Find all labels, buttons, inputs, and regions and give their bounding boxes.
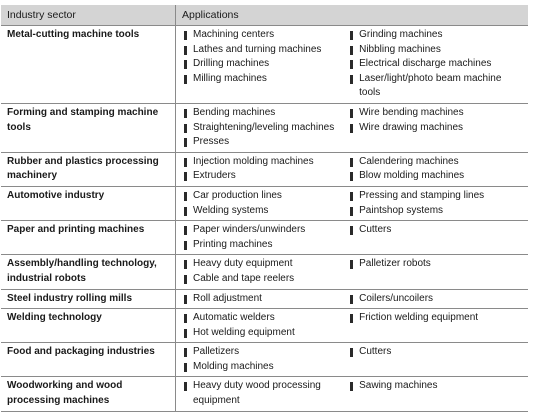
application-label: Grinding machines (359, 29, 443, 40)
application-item (350, 72, 522, 101)
application-item (184, 345, 350, 360)
application-item (350, 121, 522, 136)
header-applications: Applications (176, 5, 529, 26)
bullet-bar-icon (184, 260, 187, 269)
application-item (184, 28, 350, 43)
application-item (184, 57, 350, 72)
application-item (350, 106, 522, 121)
applications-cell (176, 103, 529, 152)
application-item (184, 155, 350, 170)
application-label: Straightening/leveling machines (193, 121, 335, 133)
bullet-bar-icon (350, 295, 353, 304)
bullet-bar-icon (350, 158, 353, 167)
bullet-bar-icon (184, 109, 187, 118)
bullet-bar-icon (184, 329, 187, 338)
applications-columns (184, 292, 522, 307)
bullet-bar-icon (350, 109, 353, 118)
table-row (1, 152, 528, 186)
application-item (184, 311, 350, 326)
application-label: Coilers/uncoilers (359, 292, 434, 304)
application-label: Calendering machines (359, 155, 459, 167)
applications-column-left (184, 292, 350, 307)
application-label: Heavy duty wood processing equipment (193, 380, 321, 407)
table-row (1, 343, 528, 377)
applications-column-left (184, 155, 350, 184)
application-item (350, 292, 522, 307)
application-label: Nibbling machines (359, 43, 441, 55)
bullet-bar-icon (184, 241, 187, 250)
bullet-bar-icon (184, 60, 187, 69)
application-label: Wire bending machines (359, 106, 464, 118)
application-item (184, 43, 350, 58)
applications-column-right (350, 345, 522, 374)
application-item (184, 292, 350, 307)
applications-columns (184, 106, 522, 150)
applications-column-right (350, 28, 522, 101)
application-item (184, 106, 350, 121)
application-item (184, 360, 350, 375)
applications-columns (184, 257, 522, 286)
application-label: Wire drawing machines (359, 121, 464, 133)
bullet-bar-icon (184, 382, 187, 391)
industry-sector-cell: Woodworking and wood processing machines (1, 377, 176, 411)
application-label: Presses (193, 136, 230, 148)
bullet-bar-icon (350, 124, 353, 133)
applications-column-right (350, 311, 522, 340)
application-label: Injection molding machines (193, 155, 314, 167)
application-label: Hot welding equipment (193, 326, 295, 338)
industry-applications-table (1, 5, 528, 412)
application-item (184, 169, 350, 184)
application-label: Friction welding equipment (359, 312, 479, 324)
applications-column-right (350, 189, 522, 218)
industry-sector-cell: Food and packaging industries (1, 343, 176, 377)
application-label: Blow molding machines (359, 170, 465, 182)
bullet-bar-icon (350, 314, 353, 323)
applications-column-left (184, 311, 350, 340)
bullet-bar-icon (184, 172, 187, 181)
application-item (350, 379, 522, 394)
applications-column-left (184, 106, 350, 150)
applications-cell (176, 255, 529, 289)
bullet-bar-icon (350, 382, 353, 391)
table-row (1, 309, 528, 343)
application-item (184, 379, 350, 408)
applications-column-right (350, 155, 522, 184)
application-label: Milling machines (193, 72, 267, 84)
application-label: Bending machines (193, 106, 276, 118)
applications-cell (176, 289, 529, 309)
application-label: Lathes and turning machines (193, 43, 322, 55)
applications-columns (184, 189, 522, 218)
industry-sector-cell: Steel industry rolling mills (1, 289, 176, 309)
industry-sector-cell: Forming and stamping machine tools (1, 103, 176, 152)
application-label: Extruders (193, 170, 236, 182)
bullet-bar-icon (350, 75, 353, 84)
bullet-bar-icon (350, 172, 353, 181)
application-item (184, 272, 350, 287)
application-item (184, 238, 350, 253)
application-label: Palletizers (193, 346, 240, 358)
bullet-bar-icon (184, 138, 187, 147)
application-item (184, 72, 350, 87)
applications-column-right (350, 257, 522, 286)
application-item (350, 311, 522, 326)
bullet-bar-icon (184, 158, 187, 167)
application-label: Paper winders/unwinders (193, 224, 306, 236)
application-item (184, 257, 350, 272)
header-industry-sector: Industry sector (1, 5, 176, 26)
bullet-bar-icon (184, 192, 187, 201)
applications-column-right (350, 223, 522, 252)
bullet-bar-icon (184, 207, 187, 216)
application-label: Paintshop systems (359, 204, 444, 216)
bullet-bar-icon (184, 31, 187, 40)
application-label: Electrical discharge machines (359, 58, 492, 70)
application-label: Welding systems (193, 204, 269, 216)
applications-column-right (350, 106, 522, 150)
applications-cell (176, 186, 529, 220)
application-item (350, 345, 522, 360)
bullet-bar-icon (184, 295, 187, 304)
applications-column-left (184, 28, 350, 101)
application-label: Cutters (359, 346, 392, 358)
bullet-bar-icon (350, 46, 353, 55)
applications-cell (176, 309, 529, 343)
application-label: Pressing and stamping lines (359, 189, 485, 201)
application-item (184, 121, 350, 136)
applications-columns (184, 155, 522, 184)
application-item (350, 169, 522, 184)
table-row (1, 221, 528, 255)
application-item (184, 326, 350, 341)
industry-sector-cell: Paper and printing machines (1, 221, 176, 255)
applications-cell (176, 221, 529, 255)
application-item (184, 135, 350, 150)
bullet-bar-icon (350, 226, 353, 235)
application-item (184, 204, 350, 219)
application-label: Cable and tape reelers (193, 272, 295, 284)
bullet-bar-icon (184, 314, 187, 323)
application-label: Molding machines (193, 360, 274, 372)
applications-column-left (184, 379, 350, 408)
application-item (184, 223, 350, 238)
application-item (350, 257, 522, 272)
bullet-bar-icon (184, 124, 187, 133)
bullet-bar-icon (350, 260, 353, 269)
application-label: Sawing machines (359, 380, 438, 392)
application-label: Cutters (359, 224, 392, 236)
application-item (184, 189, 350, 204)
application-label: Heavy duty equipment (193, 258, 293, 270)
application-label: Printing machines (193, 238, 273, 250)
application-item (350, 189, 522, 204)
applications-column-right (350, 379, 522, 408)
bullet-bar-icon (184, 46, 187, 55)
application-label: Drilling machines (193, 58, 270, 70)
table-header-row (1, 5, 528, 26)
applications-cell (176, 377, 529, 411)
applications-cell (176, 26, 529, 104)
application-label: Laser/light/photo beam machine tools (359, 72, 502, 99)
bullet-bar-icon (184, 348, 187, 357)
application-item (350, 155, 522, 170)
industry-sector-cell: Automotive industry (1, 186, 176, 220)
bullet-bar-icon (350, 192, 353, 201)
application-item (350, 57, 522, 72)
application-item (350, 28, 522, 43)
bullet-bar-icon (184, 363, 187, 372)
bullet-bar-icon (184, 226, 187, 235)
applications-columns (184, 311, 522, 340)
industry-sector-cell: Rubber and plastics processing machinery (1, 152, 176, 186)
applications-column-right (350, 292, 522, 307)
bullet-bar-icon (350, 31, 353, 40)
applications-cell (176, 343, 529, 377)
bullet-bar-icon (350, 60, 353, 69)
application-item (350, 204, 522, 219)
table-body (1, 26, 528, 412)
applications-column-left (184, 345, 350, 374)
applications-columns (184, 28, 522, 101)
applications-columns (184, 379, 522, 408)
applications-columns (184, 345, 522, 374)
table-row (1, 289, 528, 309)
application-label: Automatic welders (193, 312, 275, 324)
applications-columns (184, 223, 522, 252)
table-row (1, 377, 528, 411)
table-row (1, 26, 528, 104)
industry-sector-cell: Assembly/handling technology, industrial robots (1, 255, 176, 289)
industry-sector-cell: Welding technology (1, 309, 176, 343)
applications-column-left (184, 223, 350, 252)
table-row (1, 103, 528, 152)
bullet-bar-icon (350, 348, 353, 357)
applications-column-left (184, 257, 350, 286)
bullet-bar-icon (184, 275, 187, 284)
industry-sector-cell: Metal-cutting machine tools (1, 26, 176, 104)
bullet-bar-icon (350, 207, 353, 216)
application-label: Roll adjustment (193, 292, 262, 304)
application-label: Machining centers (193, 29, 275, 40)
applications-cell (176, 152, 529, 186)
application-label: Car production lines (193, 189, 282, 201)
application-label: Palletizer robots (359, 258, 431, 270)
table-row (1, 255, 528, 289)
application-item (350, 43, 522, 58)
application-item (350, 223, 522, 238)
table-row (1, 186, 528, 220)
bullet-bar-icon (184, 75, 187, 84)
applications-column-left (184, 189, 350, 218)
